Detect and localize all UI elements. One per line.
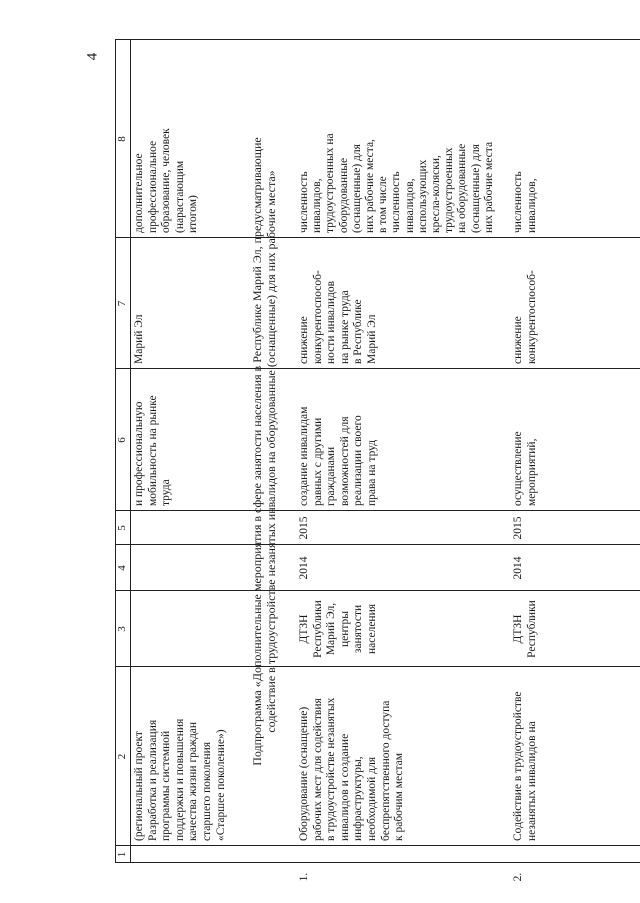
text-line: права на труд xyxy=(365,439,378,506)
text-line: на оборудованные xyxy=(456,143,469,233)
text-line: старшего поколения xyxy=(200,741,213,841)
text-line: снижение xyxy=(298,316,310,364)
text-line: использующих xyxy=(416,159,429,233)
continuation-result-cell xyxy=(133,372,174,506)
row-2-indicator xyxy=(512,43,539,233)
row-2-number: 2. xyxy=(512,872,524,882)
text-line: ДТЗН xyxy=(512,614,524,644)
row-1-number: 1. xyxy=(298,872,310,882)
header-col-2: 2 xyxy=(116,753,128,760)
text-line: беспрепятственного доступа xyxy=(379,700,392,841)
continuation-indicator-cell xyxy=(133,43,201,233)
text-line: ности инвалидов xyxy=(325,280,338,364)
text-line: Разработка и реализация xyxy=(146,719,159,841)
text-line: осуществление xyxy=(512,431,524,506)
col-border xyxy=(115,590,640,591)
row-2-start-year: 2014 xyxy=(512,556,524,580)
text-line: (оснащенные) для xyxy=(350,144,363,233)
text-line: создание инвалидам xyxy=(298,406,310,506)
text-line: мобильность на рынке xyxy=(146,395,159,506)
row-1-result xyxy=(298,372,380,506)
col-border xyxy=(115,544,640,545)
text-line: равных с другими xyxy=(311,417,324,506)
text-line: реализации своего xyxy=(352,415,365,506)
row-1-indicator xyxy=(298,43,496,233)
text-line: рабочих мест для содействия xyxy=(311,698,324,841)
text-line: населения xyxy=(365,603,378,655)
text-line: конкурентоспособ- xyxy=(311,270,324,364)
text-line: качества жизни граждан xyxy=(187,721,200,841)
header-col-5: 5 xyxy=(116,525,128,531)
text-line: в трудоустройстве незанятых xyxy=(325,697,338,841)
text-line: инфраструктуры, xyxy=(352,756,365,841)
text-line: Содействие в трудоустройстве xyxy=(512,691,524,841)
row-2-executor xyxy=(512,593,539,665)
text-line: инвалидов и создание xyxy=(338,733,351,841)
text-line: итогом) xyxy=(187,195,200,233)
text-line: них рабочие места xyxy=(482,141,495,233)
text-line: снижение xyxy=(512,316,524,364)
page-number: 4 xyxy=(84,52,101,61)
row-2-measure xyxy=(512,671,539,841)
text-line: численность xyxy=(298,171,310,233)
text-line: гражданами xyxy=(325,446,338,506)
text-line: профессиональное xyxy=(146,140,159,233)
text-line: на рынке труда xyxy=(338,290,351,364)
text-line: труда xyxy=(160,479,173,506)
text-line: дополнительное xyxy=(133,153,145,233)
text-line: трудоустроенных xyxy=(443,147,456,233)
text-line: оборудованные xyxy=(337,157,350,233)
col-border xyxy=(115,368,640,369)
text-line: Марий Эл xyxy=(133,314,145,364)
text-line: (оснащенные) для xyxy=(469,144,482,233)
row-2-risk xyxy=(512,240,539,364)
header-col-1: 1 xyxy=(116,851,128,858)
text-line: незанятых инвалидов на xyxy=(525,721,538,841)
row-1-measure xyxy=(298,671,407,841)
text-line: Республики xyxy=(311,600,324,658)
text-line: ДТЗН xyxy=(298,614,310,644)
header-bottom-rule xyxy=(130,40,131,863)
text-line: Оборудование (оснащение) xyxy=(298,706,310,841)
text-line: мероприятий, xyxy=(525,438,538,506)
subprogram-heading xyxy=(250,40,278,863)
col-border xyxy=(115,862,640,863)
text-line: возможностей для xyxy=(338,416,351,506)
text-line: Марий Эл, xyxy=(325,602,338,656)
text-line: Республики xyxy=(525,600,538,658)
row-2-result xyxy=(512,372,539,506)
subprogram-line: Подпрограмма «Дополнительные мероприятия в сфере занятости населения в Республике Марий Эл, предусматривающие xyxy=(250,137,264,766)
text-line: поддержки и повышения xyxy=(173,718,186,841)
header-col-3: 3 xyxy=(116,626,128,632)
text-line: кресла-коляски, xyxy=(430,155,443,233)
text-line: занятости xyxy=(352,604,365,654)
text-line: инвалидов, xyxy=(311,178,324,233)
header-col-7: 7 xyxy=(116,300,128,307)
text-line: (региональный проект xyxy=(133,731,145,841)
text-line: «Старшее поколение») xyxy=(214,729,227,841)
row-1-start-year: 2014 xyxy=(298,556,310,580)
col-border xyxy=(115,39,640,40)
text-line: к рабочим местам xyxy=(393,752,406,841)
row-1-executor xyxy=(298,593,380,665)
text-line: необходимой для xyxy=(365,756,378,841)
col-border xyxy=(115,510,640,511)
col-border xyxy=(115,845,640,846)
col-border xyxy=(115,666,640,667)
row-1-end-year: 2015 xyxy=(298,516,310,540)
col-border xyxy=(115,237,640,238)
text-line: и профессиональную xyxy=(133,401,145,506)
text-line: образование, человек xyxy=(160,128,173,233)
row-2-end-year: 2015 xyxy=(512,516,524,540)
text-line: в том числе xyxy=(377,176,390,233)
text-line: программы системной xyxy=(160,730,173,841)
text-line: конкурентоспособ- xyxy=(525,270,538,364)
header-col-4: 4 xyxy=(116,565,128,571)
continuation-program-cell xyxy=(133,671,228,841)
text-line: инвалидов, xyxy=(403,178,416,233)
text-line: центры xyxy=(338,610,351,648)
text-line: (нарастающим xyxy=(173,160,186,233)
header-col-8: 8 xyxy=(116,136,128,142)
header-col-6: 6 xyxy=(116,437,128,443)
continuation-risk-cell xyxy=(133,240,147,364)
text-line: численность xyxy=(512,171,524,233)
subprogram-line: содействие в трудоустройстве незанятых инвалидов на оборудованные (оснащенные) для них рабочие места» xyxy=(264,170,278,733)
text-line: трудоустроенных на xyxy=(324,133,337,233)
text-line: Марий Эл xyxy=(365,314,378,364)
text-line: них рабочие места, xyxy=(364,139,377,233)
text-line: инвалидов, xyxy=(525,178,538,233)
text-line: в Республике xyxy=(352,299,365,364)
text-line: численность xyxy=(390,171,403,233)
row-1-risk xyxy=(298,240,380,364)
